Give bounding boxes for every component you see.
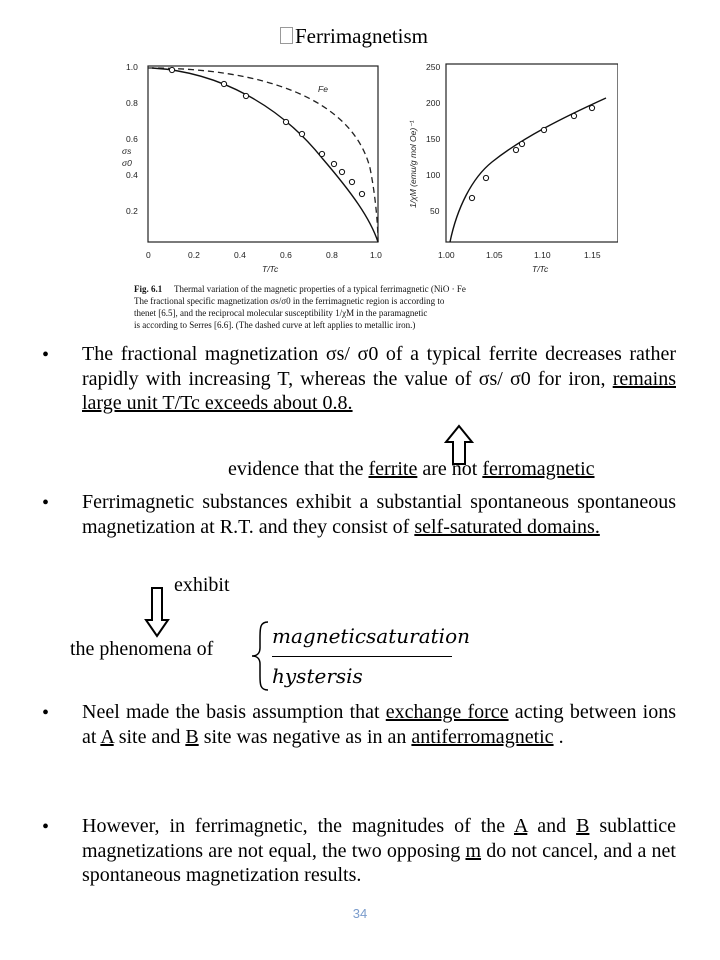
figure-caption-line: thenet [6.5], and the reciprocal molecular susceptibility 1/χM in the paramagnetic <box>134 308 428 318</box>
left-y-label-top: σs <box>122 146 132 156</box>
exhibit-label: exhibit <box>174 574 230 596</box>
evidence-pre: evidence that the <box>228 458 369 480</box>
fraction-bar <box>272 656 452 657</box>
right-y-tick: 150 <box>426 134 441 144</box>
right-data-point <box>469 195 474 200</box>
bullet-3-antiferromagnetic: antiferromagnetic <box>411 725 554 748</box>
bullet-3-site-b: B <box>185 725 199 748</box>
bullet-2-underlined: self-saturated domains. <box>414 515 600 538</box>
bullet-4-b: B <box>576 815 590 837</box>
bullet-3-seg: acting between ions at <box>82 701 676 748</box>
left-data-point <box>339 169 344 174</box>
bullet-marker: • <box>42 492 50 514</box>
figure-caption-line: The fractional specific magnetization σs/σ0 in the ferrimagnetic region is according to <box>134 296 445 306</box>
left-brace-icon <box>250 620 272 692</box>
left-x-tick: 0.4 <box>234 250 246 260</box>
right-x-label: T/Tc <box>532 264 549 274</box>
bullet-4-seg: sublattice magnetizations are not equal, the two opposing <box>82 815 676 862</box>
bullet-4-text <box>82 814 676 888</box>
right-data-point <box>513 147 518 152</box>
bullet-3-seg: Neel made the basis assumption that <box>82 701 386 723</box>
left-y-tick: 0.6 <box>126 134 138 144</box>
left-data-point <box>359 191 364 196</box>
left-x-tick: 0 <box>146 250 151 260</box>
bullet-3-seg: site was negative as in an <box>198 725 412 748</box>
bullet-marker: • <box>42 816 50 838</box>
evidence-ferrite: ferrite <box>368 458 418 480</box>
bullet-4-seg: do not cancel, and a net spontaneous magnetization results. <box>82 839 676 886</box>
figure-caption-label: Fig. 6.1 <box>134 284 163 294</box>
right-data-point <box>483 175 488 180</box>
left-x-tick: 0.6 <box>280 250 292 260</box>
brace-item-hysteresis: hystersis <box>272 664 363 688</box>
right-y-label: 1/χM (emu/g mol Oe)⁻¹ <box>408 120 418 208</box>
left-data-point <box>349 179 354 184</box>
left-data-point <box>331 161 336 166</box>
left-data-point <box>319 151 324 156</box>
right-data-point <box>589 105 594 110</box>
left-data-point <box>283 119 288 124</box>
bullet-2-text <box>82 490 676 539</box>
evidence-line <box>228 458 595 481</box>
bullet-4-seg: and <box>527 815 577 837</box>
bullet-marker: • <box>42 344 50 366</box>
fe-curve-label: Fe <box>318 84 328 94</box>
left-x-label: T/Tc <box>262 264 279 274</box>
right-y-tick: 100 <box>426 170 441 180</box>
right-data-point <box>519 141 524 146</box>
left-data-point <box>243 93 248 98</box>
slide-title <box>280 24 428 49</box>
bullet-3-exchange-force: exchange force <box>385 701 509 723</box>
right-y-tick: 250 <box>426 62 441 72</box>
left-x-tick: 0.8 <box>326 250 338 260</box>
bullet-3-seg: site and <box>113 725 186 748</box>
bullet-4-m: m <box>465 839 482 862</box>
right-y-tick: 200 <box>426 98 441 108</box>
left-x-tick: 1.0 <box>370 250 382 260</box>
bullet-marker: • <box>42 702 50 724</box>
bullet-1-body: The fractional magnetization σs/ σ0 of a typical ferrite decreases rather rapidly with increasing T, whereas the value of σs/ σ0 for iron, <box>82 343 676 390</box>
right-x-tick: 1.15 <box>584 250 601 260</box>
title-text: Ferrimagnetism <box>295 24 428 48</box>
bullet-2-body: Ferrimagnetic substances exhibit a substantial spontaneous spontaneous magnetization at R.T. and they consist of <box>82 491 676 538</box>
evidence-mid: are not <box>417 458 483 480</box>
page-number: 34 <box>352 906 368 921</box>
right-data-point <box>571 113 576 118</box>
left-y-tick: 1.0 <box>126 62 138 72</box>
left-data-point <box>299 131 304 136</box>
left-y-tick: 0.8 <box>126 98 138 108</box>
phenomena-label: the phenomena of <box>70 638 214 660</box>
ferrimagnetism-figure <box>112 58 618 340</box>
evidence-ferromagnetic: ferromagnetic <box>482 458 595 480</box>
right-x-tick: 1.10 <box>534 250 551 260</box>
right-data-point <box>541 127 546 132</box>
right-x-tick: 1.00 <box>438 250 455 260</box>
right-x-tick: 1.05 <box>486 250 503 260</box>
left-data-point <box>221 81 226 86</box>
figure-caption-line: Thermal variation of the magnetic properties of a typical ferrimagnetic (NiO · Fe <box>174 284 466 294</box>
left-data-point <box>169 67 174 72</box>
figure-caption-line: is according to Serres [6.6]. (The dashed curve at left applies to metallic iron.) <box>134 320 416 330</box>
bullet-4-seg: However, in ferrimagnetic, the magnitudes of the <box>82 815 514 837</box>
bullet-3-text <box>82 700 676 749</box>
bullet-3-site-a: A <box>100 725 114 748</box>
left-y-label-bottom: σ0 <box>122 158 132 168</box>
brace-item-magnetic-saturation: magneticsaturation <box>272 624 470 648</box>
right-y-tick: 50 <box>430 206 440 216</box>
bullet-3-seg: . <box>553 725 564 748</box>
left-x-tick: 0.2 <box>188 250 200 260</box>
left-y-tick: 0.4 <box>126 170 138 180</box>
bullet-4-a: A <box>513 815 528 837</box>
bullet-1-underlined: remains large unit T/Tc exceeds about 0.8. <box>82 367 676 414</box>
down-arrow-icon <box>144 586 170 638</box>
left-y-tick: 0.2 <box>126 206 138 216</box>
bullet-1-text <box>82 342 676 416</box>
missing-glyph-icon <box>280 27 293 44</box>
